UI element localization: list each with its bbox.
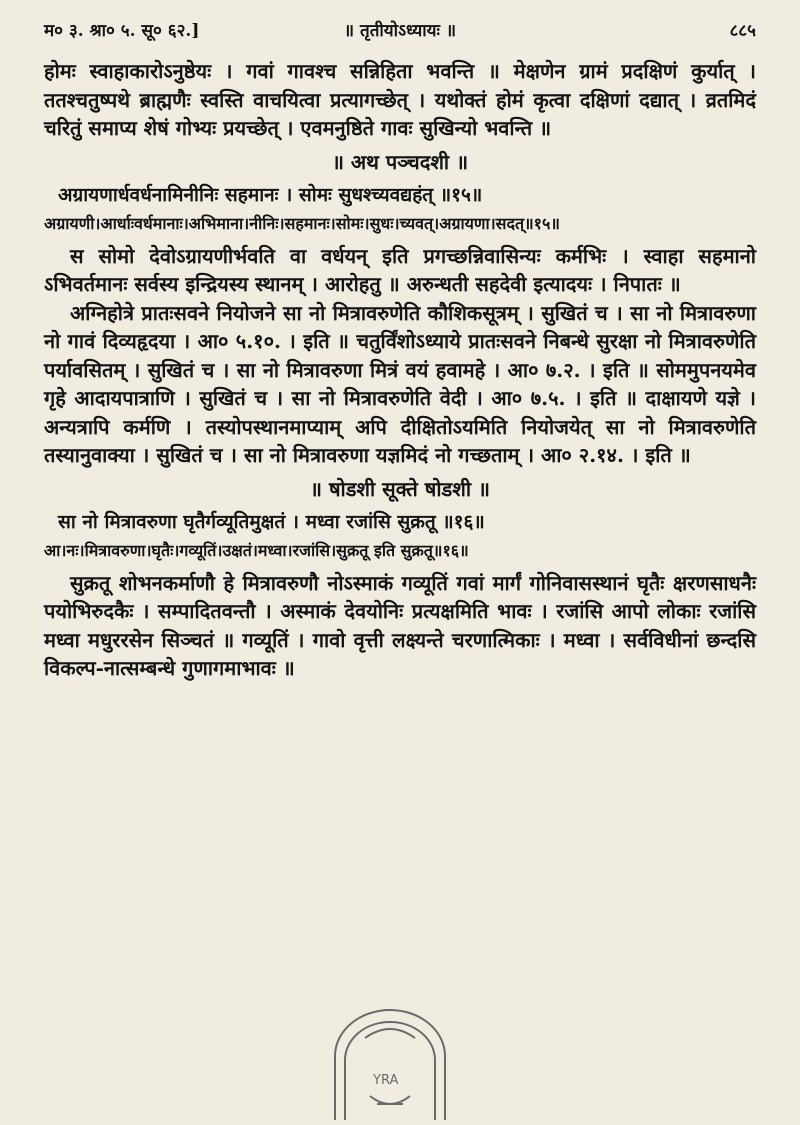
- commentary-paragraph-2: स सोमो देवोऽग्रायणीर्भवति वा वर्धयन् इति प्रगच्छन्निवासिन्यः कर्मभिः । स्वाहा सहमानो ऽभिवर्तमानः सर्वस्य इन्द्रियस्य स्थानम् । आरोहतु ॥ अरुन्धती सहदेवी इत्यादयः । निपातः ॥: [44, 243, 756, 296]
- header-page-number: ८८५: [729, 21, 756, 41]
- header-section-ref: म० ३. श्रा० ५. सू० ६२.]: [44, 21, 200, 41]
- library-stamp: [315, 1008, 465, 1120]
- pada-text-15: अग्रायणी।आर्धाःवर्धमानाः।अभिमाना।नीनिः।सहमानः।सोमः।सुधः।च्यवत्।अग्रायणा।सदत्॥१५॥: [44, 213, 560, 233]
- section-divider-1: ॥ अथ पञ्चदशी ॥: [331, 149, 469, 174]
- commentary-paragraph-4: सुक्रतू शोभनकर्माणौ हे मित्रावरुणौ नोऽस्माकं गव्यूतिं गवां मार्गं गोनिवासस्थानं घृतैः क्षरणसाधनैः पयोभिरुदकैः । सम्पादितवन्तौ । अस्माकं देवयोनिः प्रत्यक्षमिति भावः । रजांसि आपो लोकाः रजांसि मध्वा मधुररसेन सिञ्चतं ॥ गव्यूतिं । गावो वृत्ती लक्ष्यन्ते चरणात्मिकाः । मध्वा । सर्वविधीनां छन्दसि विकल्प-नात्सम्बन्धे गुणागमाभावः ॥: [44, 570, 756, 680]
- running-header: [44, 18, 756, 41]
- stamp-text: YRA: [373, 1073, 399, 1088]
- pada-text-16: आ।नः।मित्रावरुणा।घृतैः।गव्यूतिं।उक्षतं।मध्वा।रजांसि।सुक्रतू इति सुक्रतू॥१६॥: [44, 540, 469, 560]
- commentary-paragraph-3: अग्निहोत्रे प्रातःसवने नियोजने सा नो मित्रावरुणेति कौशिकसूत्रम् । सुखितं च । सा नो मित्रावरुणा नो गावं दिव्यहृदया । आ० ५.१०. । इति ॥ चतुर्विंशोऽध्याये प्रातःसवने निबन्धे सुरक्षा नो मित्रावरुणेति पर्यावसितम् । सुखितं च । सा नो मित्रावरुणा मित्रं वयं हवामहे । आ० ७.२. । इति ॥ सोममुपनयमेव गृहे आदायपात्राणि । सुखितं च । सा नो मित्रावरुणेति वेदी । आ० ७.५. । इति ॥ दाक्षायणे यज्ञे । अन्यत्रापि कर्मणि । तस्योपस्थानमाप्याम् अपि दीक्षितोऽयमिति नियोजयेत् सा नो मित्रावरुणेति तस्यानुवाक्या । सुखितं च । सा नो मित्रावरुणा यज्ञमिदं नो गच्छताम् । आ० २.१४. । इति ॥: [44, 300, 756, 467]
- verse-16: सा नो मित्रावरुणा घृतैर्गव्यूतिमुक्षतं । मध्वा रजांसि सुक्रतू ॥१६॥: [58, 510, 485, 533]
- section-divider-2: ॥ षोडशी सूक्ते षोडशी ॥: [310, 476, 490, 501]
- commentary-paragraph-1: होमः स्वाहाकारोऽनुष्ठेयः । गवां गावश्च सन्निहिता भवन्ति ॥ मेक्षणेन ग्रामं प्रदक्षिणं कुर्यात् । ततश्चतुष्पथे ब्राह्मणैः स्वस्ति वाचयित्वा प्रत्यागच्छेत् । यथोक्तं होमं कृत्वा दक्षिणां दद्यात् । व्रतमिदं चरितुं समाप्य शेषं गोभ्यः प्रयच्छेत् । एवमनुष्ठिते गावः सुखिन्यो भवन्ति ॥: [44, 59, 756, 140]
- verse-15: अग्रायणार्धवर्धनामिनीनिः सहमानः । सोमः सुधश्च्यवद्यहंत् ॥१५॥: [58, 183, 483, 206]
- header-chapter-title: ॥ तृतीयोऽध्यायः ॥: [343, 21, 457, 41]
